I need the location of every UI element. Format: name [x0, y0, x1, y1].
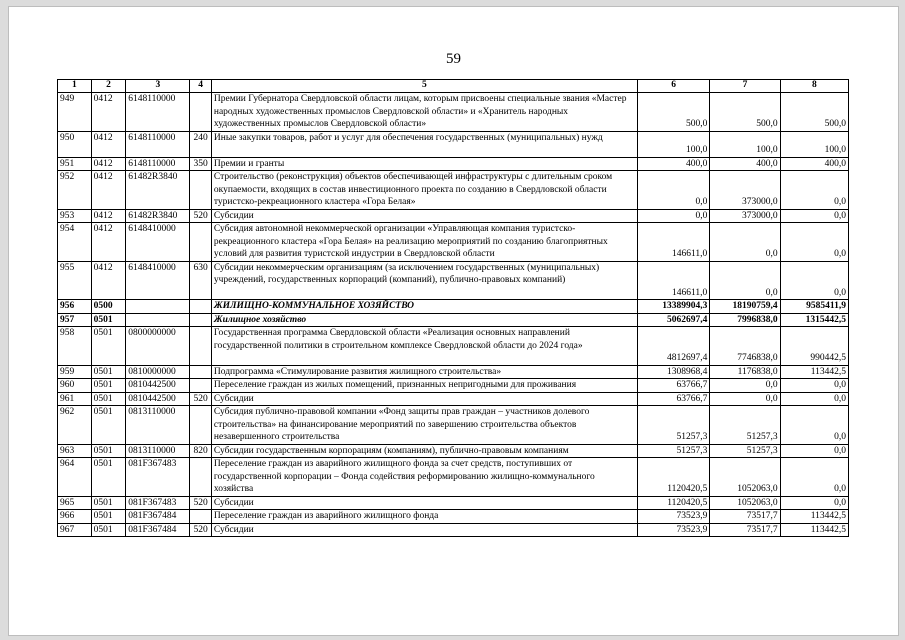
- table-row: [58, 93, 849, 132]
- amount-year3-cell: 9585411,9: [780, 300, 848, 314]
- amount-year1-cell: 1308968,4: [637, 365, 709, 379]
- target-article-cell: 6148110000: [126, 131, 190, 157]
- table-row: [58, 406, 849, 445]
- column-header: 1: [58, 80, 92, 93]
- section-code-cell: 0501: [91, 458, 126, 497]
- amount-year2-cell: 373000,0: [710, 209, 780, 223]
- target-article-cell: 0813110000: [126, 406, 190, 445]
- amount-year3-cell: 0,0: [780, 379, 848, 393]
- target-article-cell: 6148110000: [126, 157, 190, 171]
- expense-type-cell: [190, 365, 211, 379]
- row-number-cell: 960: [58, 379, 92, 393]
- amount-year1-cell: 63766,7: [637, 392, 709, 406]
- row-description-cell: Иные закупки товаров, работ и услуг для обеспечения государственных (муниципальных) нужд: [211, 131, 637, 157]
- table-body: [58, 93, 849, 537]
- amount-year1-cell: 500,0: [637, 93, 709, 132]
- table-row: [58, 379, 849, 393]
- target-article-cell: 61482R3840: [126, 209, 190, 223]
- header-row: [58, 80, 849, 93]
- row-number-cell: 953: [58, 209, 92, 223]
- row-number-cell: 956: [58, 300, 92, 314]
- table-row: [58, 444, 849, 458]
- table-row: [58, 157, 849, 171]
- amount-year3-cell: 113442,5: [780, 523, 848, 537]
- amount-year1-cell: 73523,9: [637, 510, 709, 524]
- column-header: 8: [780, 80, 848, 93]
- section-code-cell: 0501: [91, 392, 126, 406]
- target-article-cell: 081F367484: [126, 523, 190, 537]
- expense-type-cell: 520: [190, 496, 211, 510]
- row-number-cell: 950: [58, 131, 92, 157]
- table-row: [58, 496, 849, 510]
- amount-year1-cell: 1120420,5: [637, 458, 709, 497]
- amount-year2-cell: 51257,3: [710, 406, 780, 445]
- amount-year2-cell: 1176838,0: [710, 365, 780, 379]
- section-code-cell: 0412: [91, 209, 126, 223]
- expense-type-cell: 240: [190, 131, 211, 157]
- amount-year3-cell: 113442,5: [780, 365, 848, 379]
- target-article-cell: 081F367483: [126, 496, 190, 510]
- amount-year1-cell: 13389904,3: [637, 300, 709, 314]
- table-row: [58, 223, 849, 262]
- amount-year3-cell: 0,0: [780, 458, 848, 497]
- table-row: [58, 209, 849, 223]
- row-description-cell: Субсидии некоммерческим организациям (за исключением государственных (муниципальных) учреждений, государственных корпораций (компаний), публично-правовых компаний): [211, 261, 637, 300]
- amount-year3-cell: 100,0: [780, 131, 848, 157]
- section-code-cell: 0501: [91, 379, 126, 393]
- amount-year2-cell: 0,0: [710, 392, 780, 406]
- column-header: 7: [710, 80, 780, 93]
- row-description-cell: Переселение граждан из жилых помещений, признанных непригодными для проживания: [211, 379, 637, 393]
- expense-type-cell: 520: [190, 523, 211, 537]
- table-row: [58, 261, 849, 300]
- section-code-cell: 0412: [91, 131, 126, 157]
- expense-type-cell: 820: [190, 444, 211, 458]
- table-row: [58, 313, 849, 327]
- amount-year3-cell: 113442,5: [780, 510, 848, 524]
- expense-type-cell: 350: [190, 157, 211, 171]
- amount-year2-cell: 1052063,0: [710, 458, 780, 497]
- section-code-cell: 0501: [91, 496, 126, 510]
- amount-year2-cell: 7746838,0: [710, 327, 780, 366]
- column-header: 6: [637, 80, 709, 93]
- table-row: [58, 171, 849, 210]
- row-number-cell: 967: [58, 523, 92, 537]
- target-article-cell: [126, 300, 190, 314]
- section-code-cell: 0412: [91, 171, 126, 210]
- amount-year3-cell: 0,0: [780, 496, 848, 510]
- row-description-cell: Переселение граждан из аварийного жилищного фонда: [211, 510, 637, 524]
- target-article-cell: 0800000000: [126, 327, 190, 366]
- amount-year2-cell: 18190759,4: [710, 300, 780, 314]
- amount-year1-cell: 51257,3: [637, 406, 709, 445]
- row-number-cell: 963: [58, 444, 92, 458]
- row-description-cell: Субсидии: [211, 496, 637, 510]
- amount-year2-cell: 7996838,0: [710, 313, 780, 327]
- target-article-cell: 6148410000: [126, 223, 190, 262]
- column-header: 5: [211, 80, 637, 93]
- amount-year3-cell: 1315442,5: [780, 313, 848, 327]
- expense-type-cell: 520: [190, 392, 211, 406]
- amount-year1-cell: 100,0: [637, 131, 709, 157]
- row-number-cell: 964: [58, 458, 92, 497]
- row-description-cell: Субсидия автономной некоммерческой организации «Управляющая компания туристско-рекреационного кластера «Гора Белая» на реализацию мероприятий по созданию благоприятных условий для развития туристской индустрии в Свердловской области: [211, 223, 637, 262]
- expense-type-cell: [190, 171, 211, 210]
- section-code-cell: 0501: [91, 313, 126, 327]
- section-code-cell: 0500: [91, 300, 126, 314]
- amount-year1-cell: 146611,0: [637, 223, 709, 262]
- amount-year2-cell: 73517,7: [710, 510, 780, 524]
- amount-year3-cell: 0,0: [780, 261, 848, 300]
- section-code-cell: 0501: [91, 327, 126, 366]
- row-description-cell: Жилищное хозяйство: [211, 313, 637, 327]
- document-page: [8, 6, 899, 636]
- expense-type-cell: [190, 223, 211, 262]
- amount-year3-cell: 0,0: [780, 444, 848, 458]
- target-article-cell: [126, 313, 190, 327]
- expense-type-cell: [190, 300, 211, 314]
- amount-year1-cell: 5062697,4: [637, 313, 709, 327]
- table-row: [58, 131, 849, 157]
- row-number-cell: 958: [58, 327, 92, 366]
- table-row: [58, 392, 849, 406]
- target-article-cell: 081F367484: [126, 510, 190, 524]
- row-number-cell: 966: [58, 510, 92, 524]
- table-row: [58, 365, 849, 379]
- target-article-cell: 081F367483: [126, 458, 190, 497]
- expense-type-cell: [190, 379, 211, 393]
- amount-year1-cell: 51257,3: [637, 444, 709, 458]
- amount-year3-cell: 0,0: [780, 392, 848, 406]
- expense-type-cell: [190, 327, 211, 366]
- row-number-cell: 957: [58, 313, 92, 327]
- table-row: [58, 327, 849, 366]
- amount-year2-cell: 400,0: [710, 157, 780, 171]
- row-number-cell: 962: [58, 406, 92, 445]
- amount-year1-cell: 0,0: [637, 209, 709, 223]
- target-article-cell: 0813110000: [126, 444, 190, 458]
- expense-type-cell: 520: [190, 209, 211, 223]
- expense-type-cell: [190, 406, 211, 445]
- section-code-cell: 0412: [91, 223, 126, 262]
- target-article-cell: 0810000000: [126, 365, 190, 379]
- amount-year2-cell: 1052063,0: [710, 496, 780, 510]
- expense-type-cell: [190, 510, 211, 524]
- table-row: [58, 523, 849, 537]
- amount-year3-cell: 990442,5: [780, 327, 848, 366]
- row-number-cell: 949: [58, 93, 92, 132]
- section-code-cell: 0412: [91, 261, 126, 300]
- row-number-cell: 951: [58, 157, 92, 171]
- row-description-cell: Субсидии: [211, 209, 637, 223]
- amount-year1-cell: 400,0: [637, 157, 709, 171]
- amount-year1-cell: 63766,7: [637, 379, 709, 393]
- row-description-cell: Субсидии государственным корпорациям (компаниям), публично-правовым компаниям: [211, 444, 637, 458]
- row-number-cell: 955: [58, 261, 92, 300]
- amount-year2-cell: 0,0: [710, 379, 780, 393]
- row-description-cell: Субсидии: [211, 392, 637, 406]
- row-description-cell: Строительство (реконструкция) объектов обеспечивающей инфраструктуры с длительным сроком окупаемости, входящих в состав инвестиционного проекта по созданию в Свердловской области туристско-рекреационного кластера «Гора Белая»: [211, 171, 637, 210]
- expense-type-cell: [190, 93, 211, 132]
- table-row: [58, 300, 849, 314]
- amount-year2-cell: 51257,3: [710, 444, 780, 458]
- row-description-cell: Переселение граждан из аварийного жилищного фонда за счет средств, поступивших от государственной корпорации – Фонда содействия реформированию жилищно-коммунального хозяйства: [211, 458, 637, 497]
- amount-year3-cell: 0,0: [780, 223, 848, 262]
- table-row: [58, 458, 849, 497]
- amount-year3-cell: 0,0: [780, 406, 848, 445]
- column-header: 4: [190, 80, 211, 93]
- amount-year1-cell: 4812697,4: [637, 327, 709, 366]
- amount-year1-cell: 146611,0: [637, 261, 709, 300]
- row-description-cell: Премии и гранты: [211, 157, 637, 171]
- row-description-cell: Подпрограмма «Стимулирование развития жилищного строительства»: [211, 365, 637, 379]
- amount-year2-cell: 373000,0: [710, 171, 780, 210]
- amount-year2-cell: 0,0: [710, 261, 780, 300]
- section-code-cell: 0412: [91, 93, 126, 132]
- section-code-cell: 0412: [91, 157, 126, 171]
- amount-year3-cell: 500,0: [780, 93, 848, 132]
- column-header: 3: [126, 80, 190, 93]
- amount-year2-cell: 500,0: [710, 93, 780, 132]
- section-code-cell: 0501: [91, 444, 126, 458]
- table-row: [58, 510, 849, 524]
- row-description-cell: Субсидии: [211, 523, 637, 537]
- row-number-cell: 959: [58, 365, 92, 379]
- amount-year2-cell: 100,0: [710, 131, 780, 157]
- row-description-cell: Государственная программа Свердловской области «Реализация основных направлений государственной политики в строительном комплексе Свердловской области до 2024 года»: [211, 327, 637, 366]
- column-header: 2: [91, 80, 126, 93]
- target-article-cell: 0810442500: [126, 379, 190, 393]
- expense-type-cell: 630: [190, 261, 211, 300]
- amount-year2-cell: 0,0: [710, 223, 780, 262]
- target-article-cell: 6148410000: [126, 261, 190, 300]
- amount-year2-cell: 73517,7: [710, 523, 780, 537]
- section-code-cell: 0501: [91, 365, 126, 379]
- amount-year1-cell: 1120420,5: [637, 496, 709, 510]
- row-number-cell: 952: [58, 171, 92, 210]
- row-description-cell: ЖИЛИЩНО-КОММУНАЛЬНОЕ ХОЗЯЙСТВО: [211, 300, 637, 314]
- budget-table: [57, 79, 849, 537]
- row-number-cell: 961: [58, 392, 92, 406]
- amount-year1-cell: 0,0: [637, 171, 709, 210]
- amount-year3-cell: 400,0: [780, 157, 848, 171]
- target-article-cell: 6148110000: [126, 93, 190, 132]
- expense-type-cell: [190, 313, 211, 327]
- page-number: 59: [446, 51, 461, 67]
- amount-year3-cell: 0,0: [780, 171, 848, 210]
- section-code-cell: 0501: [91, 406, 126, 445]
- amount-year3-cell: 0,0: [780, 209, 848, 223]
- section-code-cell: 0501: [91, 510, 126, 524]
- amount-year1-cell: 73523,9: [637, 523, 709, 537]
- row-number-cell: 954: [58, 223, 92, 262]
- row-description-cell: Премии Губернатора Свердловской области лицам, которым присвоены специальные звания «Мастер народных художественных промыслов Свердловской области» и «Хранитель народных художественных промыслов Свердловской области»: [211, 93, 637, 132]
- expense-type-cell: [190, 458, 211, 497]
- section-code-cell: 0501: [91, 523, 126, 537]
- row-description-cell: Субсидия публично-правовой компании «Фонд защиты прав граждан – участников долевого строительства» на финансирование мероприятий по завершению строительства объектов незавершенного строительства: [211, 406, 637, 445]
- target-article-cell: 61482R3840: [126, 171, 190, 210]
- row-number-cell: 965: [58, 496, 92, 510]
- target-article-cell: 0810442500: [126, 392, 190, 406]
